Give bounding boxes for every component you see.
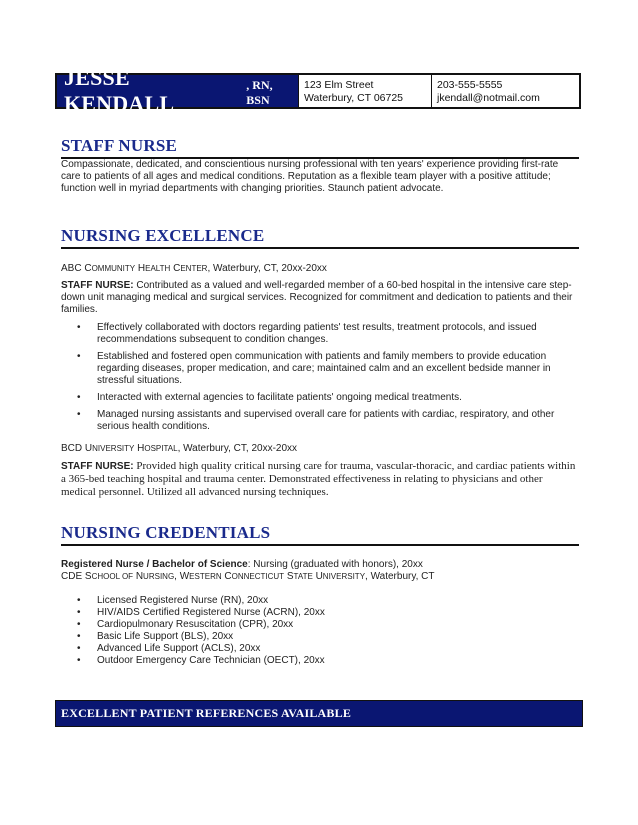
list-item: • Established and fostered open communication with patients and family members to provide education regarding diseases, proper medication, and care; maintained calm and an excellent bedside manner in stressful situations. — [77, 351, 577, 387]
credentials-title: NURSING CREDENTIALS — [61, 523, 579, 546]
address-box — [298, 75, 432, 107]
job-1-bullets — [77, 322, 577, 438]
contact-header — [55, 65, 581, 116]
phone-number: 203-555-5555 — [437, 79, 503, 91]
job-2-description: STAFF NURSE: Provided high quality critical nursing care for trauma, vascular-thoracic, and cardiac patients within a 365-bed teaching hospital and trauma center. Demonstrated effectiveness in relating to physicians and other medical personnel. Utilized all advanced nursing techniques. — [61, 460, 576, 498]
candidate-name: JESSE KENDALL — [64, 65, 175, 116]
name-banner — [57, 65, 298, 116]
list-item: • Managed nursing assistants and supervised overall care for patients with cardiac, respiratory, and other serious health conditions. — [77, 409, 577, 433]
summary-title: STAFF NURSE — [61, 136, 579, 159]
degree-line: Registered Nurse / Bachelor of Science: Nursing (graduated with honors), 20xx — [61, 559, 423, 570]
email-address: jkendall@notmail.com — [437, 92, 540, 104]
address-line-1: 123 Elm Street — [304, 79, 374, 91]
contact-box — [432, 75, 579, 107]
address-line-2: Waterbury, CT 06725 — [304, 92, 404, 104]
list-item: • Advanced Life Support (ACLS), 20xx — [77, 643, 577, 655]
list-item: • Interacted with external agencies to facilitate patients' ongoing medical treatments. — [77, 392, 577, 404]
job-1-description: STAFF NURSE: Contributed as a valued and well-regarded member of a 60-bed hospital in the intensive care step-down unit managing medical and surgical services. Recognized for commitment and dedication to patients and their families. — [61, 280, 573, 315]
school-line: CDE SCHOOL OF NURSING, WESTERN CONNECTICUT STATE UNIVERSITY, Waterbury, CT — [61, 571, 435, 582]
candidate-credentials: , RN, BSN — [246, 78, 273, 107]
job-1-role: STAFF NURSE: — [61, 280, 134, 291]
job-2-role: STAFF NURSE: — [61, 461, 134, 472]
references-banner — [55, 700, 583, 727]
certifications-list — [77, 595, 577, 667]
summary-text: Compassionate, dedicated, and conscientious nursing professional with ten years' experience providing first-rate care to patients of all ages and medical conditions. Reputation as a flexible team player with a positive attitude; function well in myriad departments with changing priorities. Staunch patient advocate. — [61, 159, 559, 194]
list-item: • Licensed Registered Nurse (RN), 20xx — [77, 595, 577, 607]
list-item: • Outdoor Emergency Care Technician (OECT), 20xx — [77, 655, 577, 667]
list-item: • Basic Life Support (BLS), 20xx — [77, 631, 577, 643]
experience-title: NURSING EXCELLENCE — [61, 226, 579, 249]
list-item: • Effectively collaborated with doctors regarding patients' test results, treatment protocols, and issued recommendations subsequent to condition changes. — [77, 322, 577, 346]
list-item: • HIV/AIDS Certified Registered Nurse (ACRN), 20xx — [77, 607, 577, 619]
job-1-employer: ABC COMMUNITY HEALTH CENTER, Waterbury, CT, 20xx-20xx — [61, 263, 327, 274]
list-item: • Cardiopulmonary Resuscitation (CPR), 20xx — [77, 619, 577, 631]
references-text: EXCELLENT PATIENT REFERENCES AVAILABLE — [61, 706, 352, 720]
job-2-employer: BCD UNIVERSITY HOSPITAL, Waterbury, CT, 20xx-20xx — [61, 443, 298, 454]
